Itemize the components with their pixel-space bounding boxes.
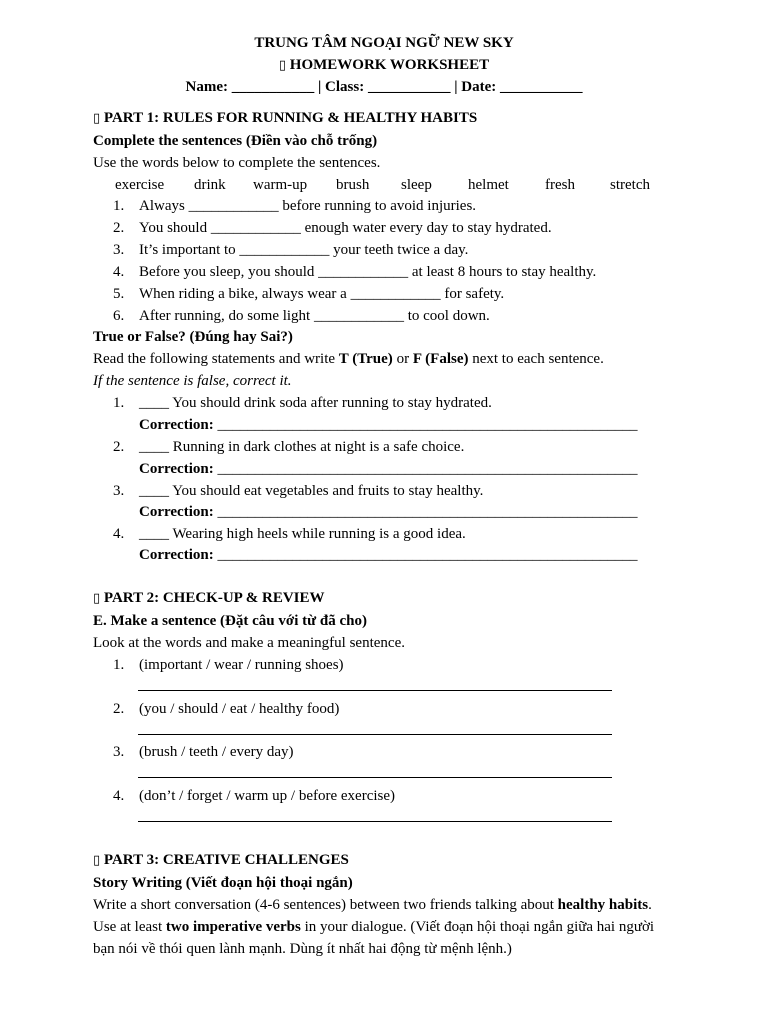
line-emphasis: healthy habits bbox=[557, 897, 649, 913]
item-number: 3. bbox=[113, 744, 125, 760]
part2-title-text: PART 2: CHECK-UP & REVIEW bbox=[103, 590, 325, 606]
false-label: F (False) bbox=[412, 351, 469, 367]
correction-label: Correction: bbox=[139, 461, 214, 477]
word-bank-item: brush bbox=[336, 177, 370, 193]
item-number: 1. bbox=[113, 657, 125, 673]
correction-line bbox=[139, 545, 637, 565]
item-number: 2. bbox=[113, 220, 125, 236]
answer-line bbox=[138, 821, 612, 822]
word-bank-item: sleep bbox=[401, 177, 432, 193]
box-icon: ▯ bbox=[93, 591, 101, 606]
correction-blank: ________________________________________________________ bbox=[217, 461, 638, 477]
box-icon: ▯ bbox=[93, 111, 101, 126]
true-false-statement: ____ Running in dark clothes at night is a safe choice. bbox=[139, 439, 465, 455]
true-false-statement: ____ You should drink soda after running to stay hydrated. bbox=[139, 395, 492, 411]
line-text: Use at least bbox=[93, 919, 166, 935]
part1-title bbox=[93, 108, 477, 129]
correction-label: Correction: bbox=[139, 504, 214, 520]
part3-line-1 bbox=[93, 895, 652, 915]
fill-blank-sentence: Before you sleep, you should ____________ at least 8 hours to stay healthy. bbox=[139, 264, 597, 280]
item-number: 3. bbox=[113, 483, 125, 499]
fill-blank-sentence: After running, do some light ____________ to cool down. bbox=[139, 308, 490, 324]
part1-title-text: PART 1: RULES FOR RUNNING & HEALTHY HABITS bbox=[103, 110, 478, 126]
name-class-date-line: Name: ___________ | Class: ___________ | Date: ___________ bbox=[185, 79, 583, 95]
word-bank-item: warm-up bbox=[253, 177, 308, 193]
line-text: Write a short conversation (4-6 sentences) between two friends talking about bbox=[93, 897, 558, 913]
word-prompt: (important / wear / running shoes) bbox=[139, 657, 344, 673]
part2-heading: E. Make a sentence (Đặt câu với từ đã cho) bbox=[93, 613, 367, 629]
part3-heading: Story Writing (Viết đoạn hội thoại ngắn) bbox=[93, 875, 353, 891]
word-bank-item: exercise bbox=[115, 177, 165, 193]
word-bank-item: helmet bbox=[468, 177, 509, 193]
fill-blank-sentence: It’s important to ____________ your teeth twice a day. bbox=[139, 242, 469, 258]
worksheet-title-text: HOMEWORK WORKSHEET bbox=[289, 57, 490, 73]
word-prompt: (you / should / eat / healthy food) bbox=[139, 701, 340, 717]
correction-label: Correction: bbox=[139, 417, 214, 433]
item-number: 1. bbox=[113, 395, 125, 411]
answer-line bbox=[138, 690, 612, 691]
instruction-text: or bbox=[392, 351, 413, 367]
answer-line bbox=[138, 777, 612, 778]
line-text: . bbox=[648, 897, 652, 913]
part3-line-2 bbox=[93, 917, 654, 937]
fill-blank-sentence: You should ____________ enough water every day to stay hydrated. bbox=[139, 220, 552, 236]
center-name: TRUNG TÂM NGOẠI NGỮ NEW SKY bbox=[254, 35, 514, 51]
line-text: in your dialogue. (Viết đoạn hội thoại ngắn giữa hai người bbox=[300, 919, 655, 935]
line-emphasis: two imperative verbs bbox=[165, 919, 301, 935]
word-bank-item: stretch bbox=[610, 177, 650, 193]
section-a-heading: Complete the sentences (Điền vào chỗ trống) bbox=[93, 133, 378, 149]
item-number: 3. bbox=[113, 242, 125, 258]
instruction-text: Read the following statements and write bbox=[93, 351, 339, 367]
item-number: 1. bbox=[113, 198, 125, 214]
correction-line bbox=[139, 502, 637, 522]
section-b-note: If the sentence is false, correct it. bbox=[93, 373, 292, 389]
part3-line-3: bạn nói về thói quen lành mạnh. Dùng ít nhất hai động từ mệnh lệnh.) bbox=[93, 941, 512, 957]
fill-blank-sentence: Always ____________ before running to avoid injuries. bbox=[139, 198, 477, 214]
correction-line bbox=[139, 415, 637, 435]
correction-blank: ________________________________________________________ bbox=[217, 547, 638, 563]
true-label: T (True) bbox=[338, 351, 393, 367]
part3-title bbox=[93, 850, 349, 871]
item-number: 5. bbox=[113, 286, 125, 302]
box-icon: ▯ bbox=[93, 853, 101, 868]
item-number: 2. bbox=[113, 439, 125, 455]
section-a-instruction: Use the words below to complete the sentences. bbox=[93, 155, 381, 171]
correction-blank: ________________________________________________________ bbox=[217, 417, 638, 433]
part3-title-text: PART 3: CREATIVE CHALLENGES bbox=[103, 852, 349, 868]
item-number: 4. bbox=[113, 788, 125, 804]
word-prompt: (brush / teeth / every day) bbox=[139, 744, 294, 760]
part2-title bbox=[93, 588, 325, 609]
section-b-heading: True or False? (Đúng hay Sai?) bbox=[93, 329, 293, 345]
item-number: 2. bbox=[113, 701, 125, 717]
word-bank-item: drink bbox=[194, 177, 226, 193]
fill-blank-sentence: When riding a bike, always wear a ____________ for safety. bbox=[139, 286, 505, 302]
word-prompt: (don’t / forget / warm up / before exercise) bbox=[139, 788, 396, 804]
true-false-statement: ____ Wearing high heels while running is a good idea. bbox=[139, 526, 466, 542]
correction-label: Correction: bbox=[139, 547, 214, 563]
instruction-text: next to each sentence. bbox=[468, 351, 604, 367]
box-icon: ▯ bbox=[278, 58, 287, 73]
true-false-statement: ____ You should eat vegetables and fruits to stay healthy. bbox=[139, 483, 484, 499]
item-number: 6. bbox=[113, 308, 125, 324]
answer-line bbox=[138, 734, 612, 735]
worksheet-title bbox=[0, 55, 768, 76]
part2-instruction: Look at the words and make a meaningful sentence. bbox=[93, 635, 405, 651]
correction-blank: ________________________________________________________ bbox=[217, 504, 638, 520]
correction-line bbox=[139, 459, 637, 479]
item-number: 4. bbox=[113, 264, 125, 280]
word-bank-item: fresh bbox=[545, 177, 575, 193]
section-b-instruction bbox=[93, 349, 604, 369]
item-number: 4. bbox=[113, 526, 125, 542]
